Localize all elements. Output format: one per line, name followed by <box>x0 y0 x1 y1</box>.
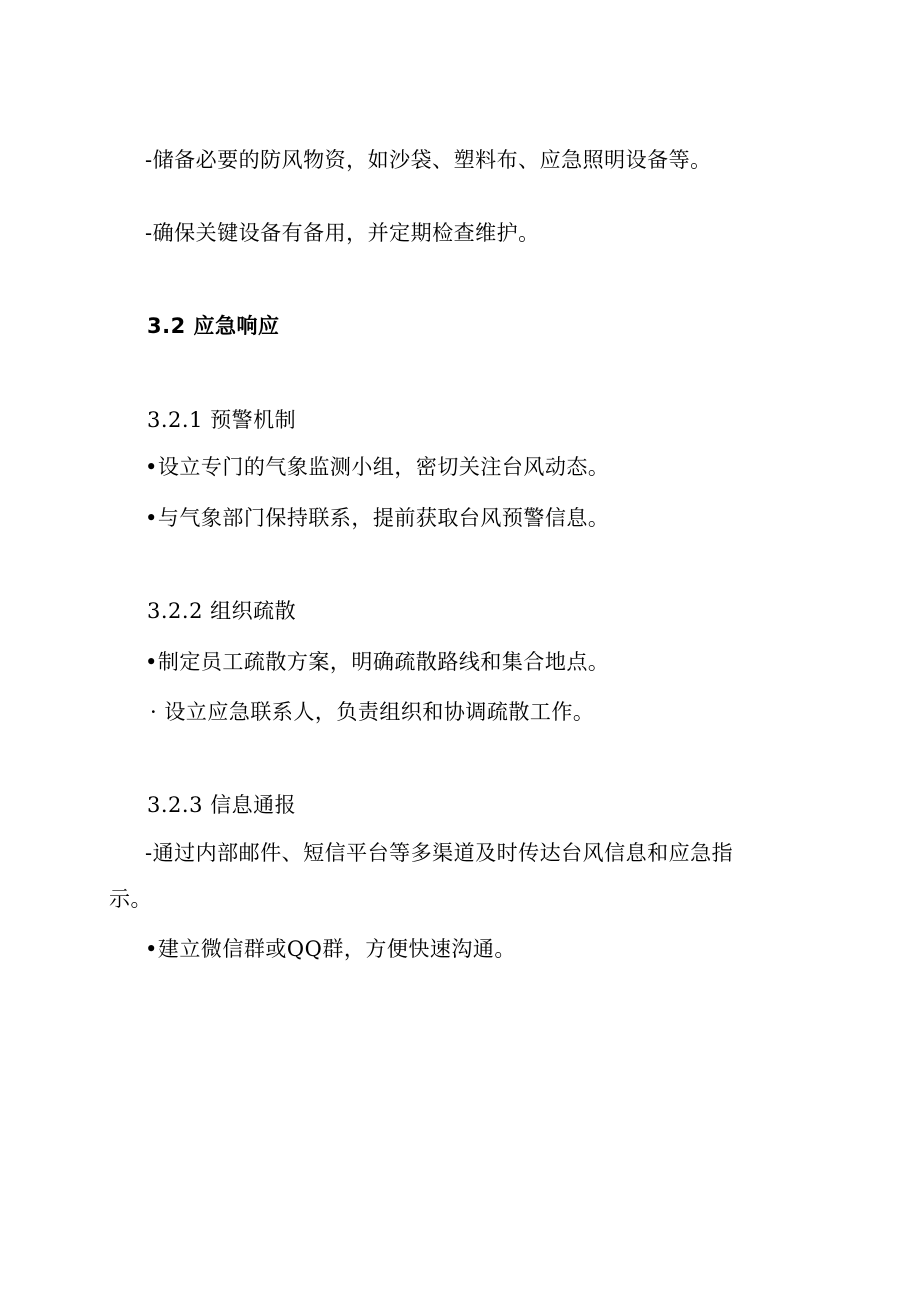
subsection-heading: 3.2.2 组织疏散 <box>147 599 297 623</box>
subsection-heading: 3.2.3 信息通报 <box>147 793 297 817</box>
bullet-item: •制定员工疏散方案，明确疏散路线和集合地点。 <box>145 650 610 674</box>
paragraph-line: -通过内部邮件、短信平台等多渠道及时传达台风信息和应急指 <box>145 841 734 865</box>
bullet-item: •设立专门的气象监测小组，密切关注台风动态。 <box>145 455 610 479</box>
bullet-item: •建立微信群或QQ群，方便快速沟通。 <box>145 937 516 961</box>
subsection-heading: 3.2.1 预警机制 <box>147 408 297 432</box>
paragraph-line: -确保关键设备有备用，并定期检查维护。 <box>145 221 540 245</box>
paragraph-line: -储备必要的防风物资，如沙袋、塑料布、应急照明设备等。 <box>145 148 712 172</box>
paragraph-line-continuation: 示。 <box>109 887 152 911</box>
bullet-item: · 设立应急联系人，负责组织和协调疏散工作。 <box>150 700 595 724</box>
section-heading: 3.2 应急响应 <box>147 314 280 338</box>
bullet-item: •与气象部门保持联系，提前获取台风预警信息。 <box>145 506 610 530</box>
